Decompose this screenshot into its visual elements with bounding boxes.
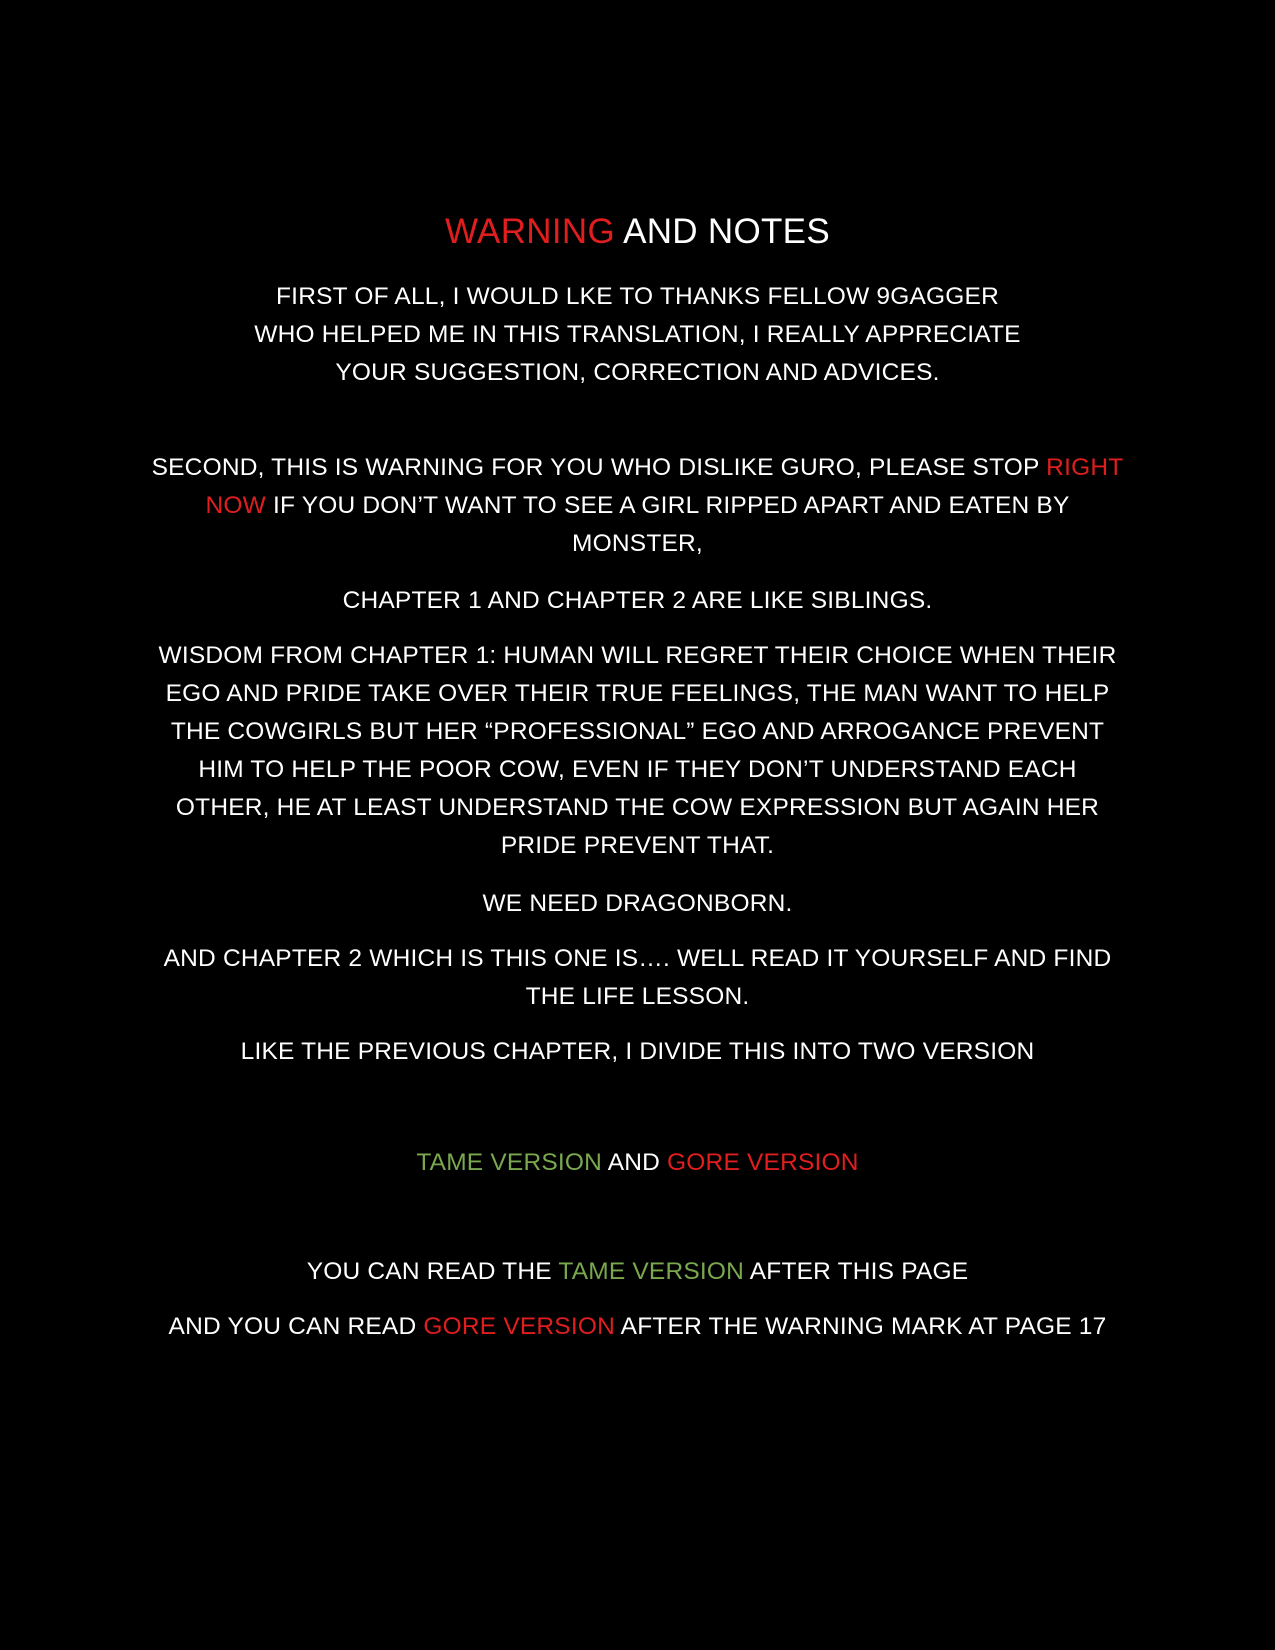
chapter2-text: AND CHAPTER 2 WHICH IS THIS ONE IS…. WELL READ IT YOURSELF AND FIND THE LIFE LESSON. (163, 945, 1112, 1010)
thanks-line-1: FIRST OF ALL, I WOULD LKE TO THANKS FELLOW 9GAGGER (276, 283, 999, 310)
page-title (0, 210, 1275, 254)
dragonborn-text: WE NEED DRAGONBORN. (482, 890, 793, 917)
siblings-paragraph (150, 582, 1125, 620)
wisdom-text: WISDOM FROM CHAPTER 1: HUMAN WILL REGRET THEIR CHOICE WHEN THEIR EGO AND PRIDE TAKE OVER THEIR TRUE FEELINGS, THE MAN WANT TO HELP THE COWGIRLS BUT HER “PROFESSIONAL” EGO AND ARROGANCE PREVENT HIM TO HELP THE POOR COW, EVEN IF THEY DON’T UNDERSTAND EACH OTHER, HE AT LEAST UNDERSTAND THE COW EXPRESSION BUT AGAIN HER PRIDE PREVENT THAT. (158, 642, 1117, 859)
wisdom-paragraph (150, 637, 1125, 865)
previous-chapter-text: LIKE THE PREVIOUS CHAPTER, I DIVIDE THIS INTO TWO VERSION (240, 1038, 1035, 1065)
gore-version-label: GORE VERSION (667, 1149, 859, 1176)
second-warning-paragraph (150, 449, 1125, 563)
tame-version-label: TAME VERSION (416, 1149, 603, 1176)
thanks-paragraph (150, 278, 1125, 392)
read-tame-before: YOU CAN READ THE (306, 1258, 559, 1285)
versions-line (150, 1144, 1125, 1182)
read-gore-after: AFTER THE WARNING MARK AT PAGE 17 (615, 1313, 1107, 1340)
title-warning-word: WARNING (445, 212, 615, 251)
thanks-line-3: YOUR SUGGESTION, CORRECTION AND ADVICES. (335, 359, 940, 386)
second-warning-text-before: SECOND, THIS IS WARNING FOR YOU WHO DISLIKE GURO, PLEASE STOP (151, 454, 1047, 481)
read-gore-before: AND YOU CAN READ (168, 1313, 424, 1340)
second-warning-text-after: IF YOU DON’T WANT TO SEE A GIRL RIPPED APART AND EATEN BY MONSTER, (265, 492, 1070, 557)
read-tame-line (150, 1253, 1125, 1291)
siblings-text: CHAPTER 1 AND CHAPTER 2 ARE LIKE SIBLINGS. (342, 587, 933, 614)
versions-and: AND (602, 1149, 668, 1176)
thanks-line-2: WHO HELPED ME IN THIS TRANSLATION, I REALLY APPRECIATE (254, 321, 1021, 348)
right-now-highlight: RIGHT NOW (205, 454, 1124, 519)
read-gore-highlight: GORE VERSION (423, 1313, 615, 1340)
read-tame-highlight: TAME VERSION (558, 1258, 745, 1285)
previous-chapter-paragraph (150, 1033, 1125, 1071)
chapter2-paragraph (150, 940, 1125, 1016)
read-gore-line (150, 1308, 1125, 1346)
read-tame-after: AFTER THIS PAGE (744, 1258, 969, 1285)
dragonborn-paragraph (150, 885, 1125, 923)
title-rest: AND NOTES (614, 212, 830, 251)
